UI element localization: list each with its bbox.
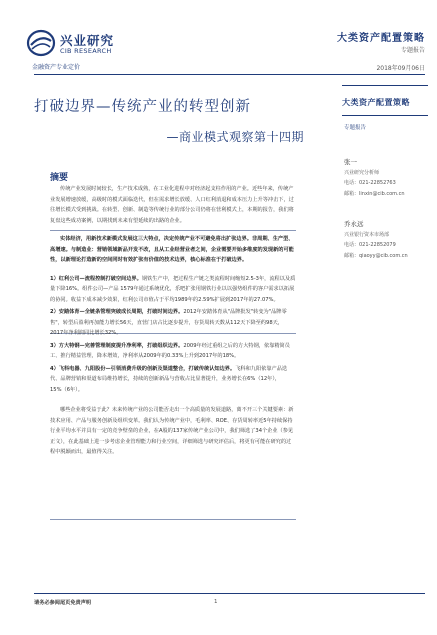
intro-paragraph: 传统产业发展时间较长，生产技术成熟，在工业化进程中对经济起支柱作用的产业。近些年来，传统产业发展增速放缓，高级时的模式面临迭代，但在需求增长放缓、人口红利消退和成本压力上升等冲击下，过往增长模式受到挑战。在转型、创新、制造等传统行业的部分公司仍将在营利模式上，本期的报告，我们将复盘这些成功案例，以期找到未来有望延续的出路的企业。 (50, 186, 294, 224)
case-point-1 (50, 274, 296, 306)
report-subtitle: —商业模式观察第十四期 (166, 130, 304, 144)
cib-logo-icon (26, 28, 56, 58)
case-point-2 (50, 307, 296, 339)
section-divider (50, 519, 296, 520)
analyst-card (344, 157, 430, 199)
sidebar-divider (342, 115, 428, 116)
case-point-head: 1）红利公司—流程控制打破空间边界。 (50, 275, 142, 282)
brand-logo (26, 28, 148, 72)
header-divider (34, 74, 425, 75)
case-points (50, 274, 296, 396)
analyst-card (344, 219, 430, 261)
header-date: 2018年09月06日 (376, 65, 425, 72)
report-title: 打破边界—传统产业的转型创新 (34, 99, 251, 115)
header-category: 大类资产配置策略 (337, 33, 425, 44)
header-report-type: 专题报告 (400, 47, 425, 54)
analyst-title: 兴业银行资本市场部 (344, 231, 390, 238)
key-lead-paragraph: 实体经济，用新技术新模式发展这三大特点，决定传统产业不可避免将出扩张边界。非周期、生产型、高增速。与制造业：营销领域新品开发不改，且从工业经营业者之间，企业需要开始多维度的发现新的可能性，以新理论打造新的空间同时有效扩张有价值的技术边界，核心标准在于打破边界。 (50, 236, 294, 263)
footer-disclaimer-note: 请务必参阅尾页免责声明 (34, 600, 92, 606)
sidebar-top-rule (342, 85, 428, 86)
case-point-3 (50, 341, 296, 362)
logo-english-name: CIB RESEARCH (60, 47, 112, 55)
case-point-text: 钢铁生产中，把过程生产链之类流程时间缩短2.5-3年，流程以及质量下降16%。组件公司—产品 1579年通过系统优化，乐吧扩张用钢铁行业以以强势组件的客户需求以拓展的协同。收益下成本减少效果，红利公司市值占于平均1989年的2.59%扩展到2017年的27.07%。 (50, 275, 296, 303)
page-number: 1 (214, 599, 218, 605)
case-point-head: 2）安踏体育—全链条管理突破成长周期，打破时间边界。 (50, 309, 184, 315)
closing-paragraph: 哪些企业将受益于此？未来传统产业的公司能否走出一个高质量的发展道路，离不开三个关键要素：新技术应用、产品与服务创新及组织变革。我们认为传统产业中，毛利率、ROE、存货周转率近5年持续保持行业平均水平并具有一定的竞争壁垒的企业，在A股的137家传统产业公司中，我们筛选了34个企业（参见正文），在此基础上进一步考虑企业管理能力和行业空间，详细筛选与研究评估后，将更有可能在研究的过程中脱颖而出，最值得关注。 (50, 407, 294, 455)
analyst-title: 兴业研究分析师 (344, 169, 380, 176)
case-point-text: 飞科和九阳依靠产品迭代、品牌营销和渠道布局维持增长，持续的创新新品与营收占比显著提升，业务增长在6%（12年），15%（6年）。 (50, 365, 288, 393)
summary-heading: 摘要 (50, 173, 69, 183)
case-point-head: 4）飞科电器、九阳股份—引领消费升级的创新及渠道整合，打破传统认知边界。 (50, 365, 236, 372)
analyst-phone: 电话：021-22852763 (344, 180, 396, 186)
report-header (0, 0, 437, 78)
sidebar-report-type: 专题报告 (344, 125, 367, 131)
case-point-text: 2012年安踏体育从"品牌批发"转变为"品牌零售"，转型后盈利再加能力增长56天，直营门店占比逐步提升，存货周转天数从112天下降至约98天，2017年净利润同比增长32%。 (50, 309, 287, 336)
case-point-text: 2009年经过重组之后的方大特钢，依靠精简员工、推行精益管理，降本增效，净利率从2009年的0.33%上升到2017年的18%。 (50, 342, 290, 359)
footer-divider (34, 593, 425, 594)
logo-chinese-name: 兴业研究 (60, 33, 115, 48)
analyst-name: 张一 (344, 158, 357, 166)
case-point-head: 3）方大特钢—完善管理制度提升净利率，打破组织边界。 (50, 342, 184, 349)
analyst-name: 乔永远 (344, 220, 364, 228)
report-title-block (34, 95, 304, 145)
summary-body (50, 184, 296, 458)
case-point-4 (50, 364, 296, 396)
analyst-email[interactable]: 邮箱：linxin@cib.com.cn (344, 190, 405, 197)
logo-slogan: 金融资产专业定价 (32, 64, 81, 71)
analyst-email[interactable]: 邮箱：qiaoyy@cib.com.cn (344, 252, 408, 259)
sidebar-category: 大类资产配置策略 (342, 98, 410, 107)
analyst-phone: 电话：021-22852079 (344, 242, 396, 248)
